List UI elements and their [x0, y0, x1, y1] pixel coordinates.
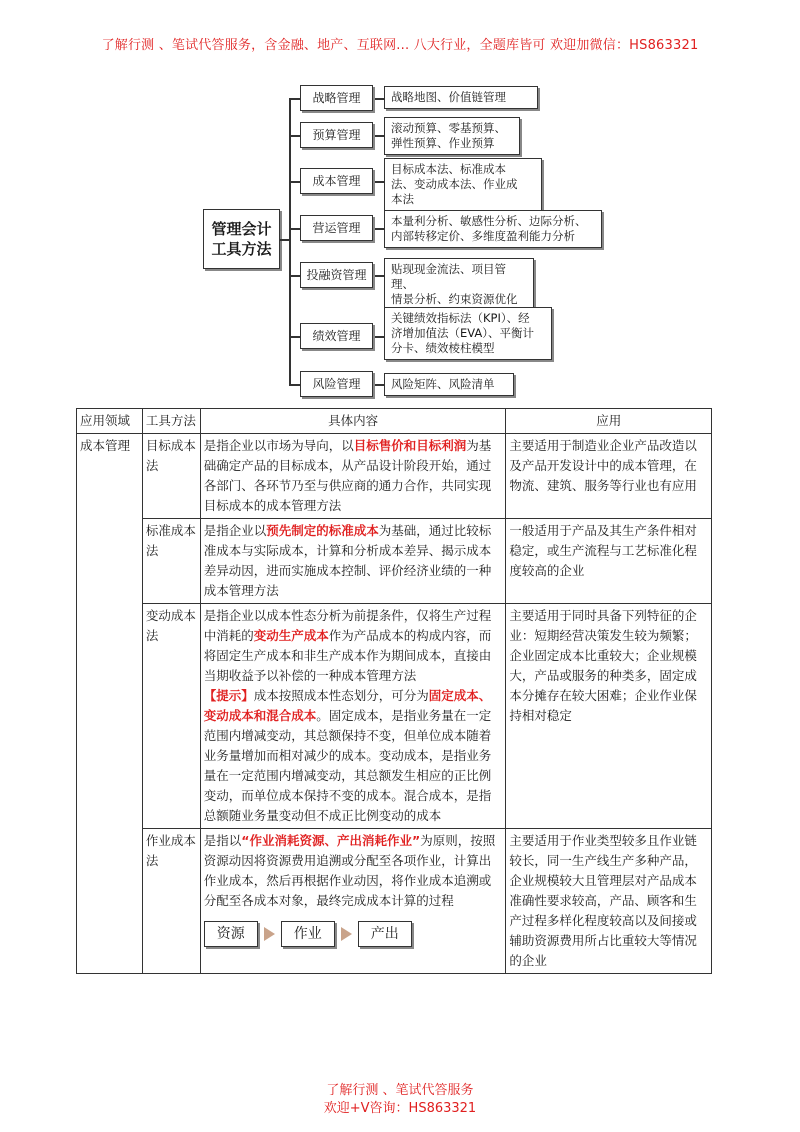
- connector: [373, 228, 384, 230]
- diagram-root-label: 管理会计 工具方法: [211, 220, 272, 258]
- table-row: [77, 434, 712, 519]
- content-text: 是指企业以: [203, 523, 267, 538]
- content-text: 为基础确定产品的目标成本，从产品设计阶段开始，通过各部门、各环节乃至与供应商的通力合作，共同实现目标成本的成本管理方法: [203, 438, 492, 513]
- application-cell: 主要适用于制造业企业产品改造以及产品开发设计中的成本管理，在物流、建筑、服务等行业也有应用: [506, 434, 712, 519]
- tools-cost: [384, 158, 542, 211]
- application-cell: 一般适用于产品及其生产条件相对稳定，或生产流程与工艺标准化程度较高的企业: [506, 519, 712, 604]
- content-cell: [200, 829, 506, 974]
- flow-step-activity: 作业: [281, 921, 335, 947]
- table-row: [77, 829, 712, 974]
- header-ad-text: 了解行测 、笔试代答服务，含金融、地产、互联网... 八大行业，全题库皆可 欢迎加微信：HS863321: [101, 38, 699, 53]
- tip-text: 。固定成本，是指业务量在一定范围内增减变动，其总额保持不变，但单位成本随着业务量增加而相对减少的成本。变动成本，是指业务量在一定范围内增减变动，其总额发生相应的正比例变动，而单位成本保持不变的成本。混合成本，是指总额随业务量变动但不成正比例变动的成本: [203, 708, 492, 823]
- application-cell: 主要适用于同时具备下列特征的企业：短期经营决策发生较为频繁；企业固定成本比重较大；企业规模大，产品或服务的种类多，固定成本分摊存在较大困难；企业作业保持相对稳定: [506, 604, 712, 829]
- content-text: 作为产品成本的构成内容，而将固定生产成本和非生产成本作为期间成本，直接由当期收益予以补偿的一种成本管理方法: [203, 628, 492, 683]
- category-operations: 营运管理: [300, 215, 373, 241]
- category-risk: 风险管理: [300, 371, 373, 397]
- content-highlight: 目标售价和目标利润: [353, 438, 467, 453]
- content-text: 是指企业以市场为导向，以: [203, 438, 354, 453]
- category-cost: 成本管理: [300, 168, 373, 194]
- connector: [289, 384, 300, 386]
- content-text: 是指以: [203, 833, 242, 848]
- connector: [373, 135, 384, 137]
- tip-highlight: 固定成本、变动成本和混合成本: [203, 688, 492, 723]
- flow-step-resource: 资源: [204, 921, 258, 947]
- footer-ad-line2: 欢迎+V咨询：HS863321: [323, 1101, 477, 1116]
- content-text: 为原则，按照资源动因将资源费用追溯或分配至各项作业，计算出作业成本，然后再根据作业动因，将作业成本追溯或分配至各成本对象，最终完成成本计算的过程: [203, 833, 496, 908]
- connector: [289, 135, 300, 137]
- tool-cell: 标准成本法: [142, 519, 200, 604]
- connector: [289, 181, 300, 183]
- content-cell: [200, 604, 506, 829]
- category-investment: 投融资管理: [300, 262, 373, 288]
- tools-budget: [384, 117, 520, 155]
- tool-cell: 变动成本法: [142, 604, 200, 829]
- header-application: 应用: [506, 409, 712, 434]
- content-text: 为基础，通过比较标准成本与实际成本，计算和分析成本差异、揭示成本差异动因，进而实施成本控制、评价经济业绩的一种成本管理方法: [203, 523, 492, 598]
- tools-strategy: [384, 86, 538, 109]
- tools-investment-text: 贴现现金流法、项目管理、 情景分析、约束资源优化: [391, 262, 518, 306]
- tools-operations: [384, 210, 602, 248]
- tools-risk-text: 风险矩阵、风险清单: [391, 377, 495, 391]
- connector: [289, 336, 300, 338]
- domain-cell: 成本管理: [77, 434, 143, 974]
- management-accounting-tools-diagram: [0, 0, 800, 400]
- tools-strategy-text: 战略地图、价值链管理: [391, 90, 506, 104]
- category-strategy: 战略管理: [300, 85, 373, 111]
- footer-ad-line1: 了解行测 、笔试代答服务: [326, 1083, 474, 1098]
- connector: [289, 98, 300, 100]
- tools-investment: [384, 258, 534, 311]
- connector: [373, 336, 384, 338]
- tip-text: 成本按照成本性态划分，可分为: [253, 688, 429, 703]
- content-highlight: 预先制定的标准成本: [266, 523, 379, 538]
- content-cell: [200, 519, 506, 604]
- cost-management-table: [76, 408, 712, 974]
- header-content: 具体内容: [200, 409, 506, 434]
- content-text: 是指企业以成本性态分析为前提条件，仅将生产过程中消耗的: [203, 608, 492, 643]
- tools-performance: [384, 307, 552, 360]
- abc-flow-diagram: [204, 921, 503, 951]
- connector: [373, 98, 384, 100]
- content-highlight: 变动生产成本: [253, 628, 329, 643]
- footer-ad: [0, 1082, 800, 1118]
- tool-cell: 作业成本法: [142, 829, 200, 974]
- tools-operations-text: 本量利分析、敏感性分析、边际分析、 内部转移定价、多维度盈利能力分析: [391, 214, 587, 243]
- content-highlight: “作业消耗资源、产出消耗作业”: [241, 833, 421, 848]
- connector: [289, 275, 300, 277]
- connector: [373, 275, 384, 277]
- tools-performance-text: 关键绩效指标法（KPI）、经 济增加值法（EVA）、平衡计 分卡、绩效棱柱模型: [391, 311, 535, 355]
- tip-label: 【提示】: [203, 688, 254, 703]
- table-row: [77, 604, 712, 829]
- connector: [373, 181, 384, 183]
- tools-risk: [384, 373, 514, 396]
- category-performance: 绩效管理: [300, 323, 373, 349]
- tools-cost-text: 目标成本法、标准成本 法、变动成本法、作业成 本法: [391, 162, 518, 206]
- tools-budget-text: 滚动预算、零基预算、 弹性预算、作业预算: [391, 121, 506, 150]
- header-tool: 工具方法: [142, 409, 200, 434]
- diagram-root: [203, 209, 280, 269]
- connector: [373, 384, 384, 386]
- arrow-right-icon: [264, 927, 275, 941]
- category-budget: 预算管理: [300, 122, 373, 148]
- header-domain: 应用领域: [77, 409, 143, 434]
- connector: [289, 98, 291, 385]
- arrow-right-icon: [341, 927, 352, 941]
- connector: [289, 228, 300, 230]
- table-header-row: [77, 409, 712, 434]
- content-cell: [200, 434, 506, 519]
- table-row: [77, 519, 712, 604]
- application-cell: 主要适用于作业类型较多且作业链较长，同一生产线生产多种产品，企业规模较大且管理层对产品成本准确性要求较高，产品、顾客和生产过程多样化程度较高以及间接或辅助资源费用所占比重较大等情况的企业: [506, 829, 712, 974]
- flow-step-output: 产出: [358, 921, 412, 947]
- tool-cell: 目标成本法: [142, 434, 200, 519]
